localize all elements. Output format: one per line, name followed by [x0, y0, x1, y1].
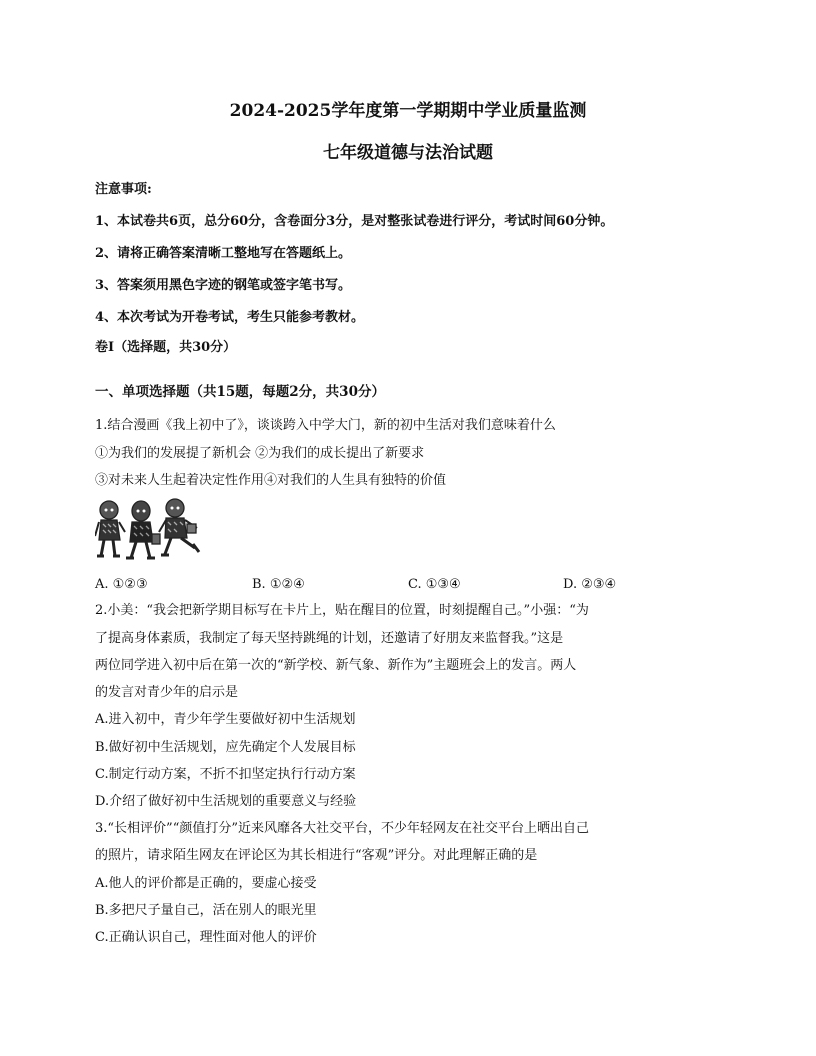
- notice-item-2: 2、请将正确答案清晰工整地写在答题纸上。: [95, 246, 352, 261]
- question-2-line-1: 2.小美：“我会把新学期目标写在卡片上，贴在醒目的位置，时刻提醒自己。”小强：“为: [95, 603, 589, 618]
- question-2-option-d: D.介绍了做好初中生活规划的重要意义与经验: [95, 794, 357, 809]
- volume-heading: 卷Ⅰ（选择题，共30分）: [95, 340, 237, 355]
- comic-students-walking-icon: [95, 498, 207, 564]
- exam-subtitle: 七年级道德与法治试题: [323, 143, 493, 163]
- question-1-line-3: ③对未来人生起着决定性作用④对我们的人生具有独特的价值: [95, 473, 447, 488]
- question-1-option-d: D. ②③④: [563, 577, 617, 592]
- question-2-option-b: B.做好初中生活规划，应先确定个人发展目标: [95, 740, 356, 755]
- question-2-line-4: 的发言对青少年的启示是: [95, 685, 239, 700]
- notice-item-1: 1、本试卷共6页，总分60分，含卷面分3分，是对整张试卷进行评分，考试时间60分钟。: [95, 214, 614, 229]
- question-2-line-3: 两位同学进入初中后在第一次的“新学校、新气象、新作为”主题班会上的发言。两人: [95, 658, 577, 673]
- question-1-option-a: A. ①②③: [95, 577, 148, 592]
- question-2-option-c: C.制定行动方案，不折不扣坚定执行行动方案: [95, 767, 356, 782]
- question-2-option-a: A.进入初中，青少年学生要做好初中生活规划: [95, 712, 356, 727]
- question-3-line-2: 的照片，请求陌生网友在评论区为其长相进行“客观”评分。对此理解正确的是: [95, 848, 538, 863]
- question-1-option-c: C. ①③④: [408, 577, 461, 592]
- question-1-line-2: ①为我们的发展提了新机会 ②为我们的成长提出了新要求: [95, 446, 425, 461]
- notice-heading: 注意事项:: [95, 182, 152, 197]
- question-1-stem: 1.结合漫画《我上初中了》，谈谈跨入中学大门，新的初中生活对我们意味着什么: [95, 418, 556, 433]
- question-2-line-2: 了提高身体素质，我制定了每天坚持跳绳的计划，还邀请了好朋友来监督我。”这是: [95, 631, 564, 646]
- exam-title: 2024-2025学年度第一学期期中学业质量监测: [229, 101, 587, 121]
- section-heading: 一、单项选择题（共15题，每题2分，共30分）: [95, 384, 385, 400]
- question-3-option-b: B.多把尺子量自己，活在别人的眼光里: [95, 903, 317, 918]
- question-3-option-c: C.正确认识自己，理性面对他人的评价: [95, 930, 317, 945]
- question-1-option-b: B. ①②④: [252, 577, 305, 592]
- question-3-line-1: 3.“长相评价”“颜值打分”近来风靡各大社交平台，不少年轻网友在社交平台上晒出自己: [95, 821, 589, 836]
- notice-item-3: 3、答案须用黑色字迹的钢笔或签字笔书写。: [95, 278, 352, 293]
- notice-item-4: 4、本次考试为开卷考试，考生只能参考教材。: [95, 310, 365, 325]
- question-3-option-a: A.他人的评价都是正确的，要虚心接受: [95, 876, 317, 891]
